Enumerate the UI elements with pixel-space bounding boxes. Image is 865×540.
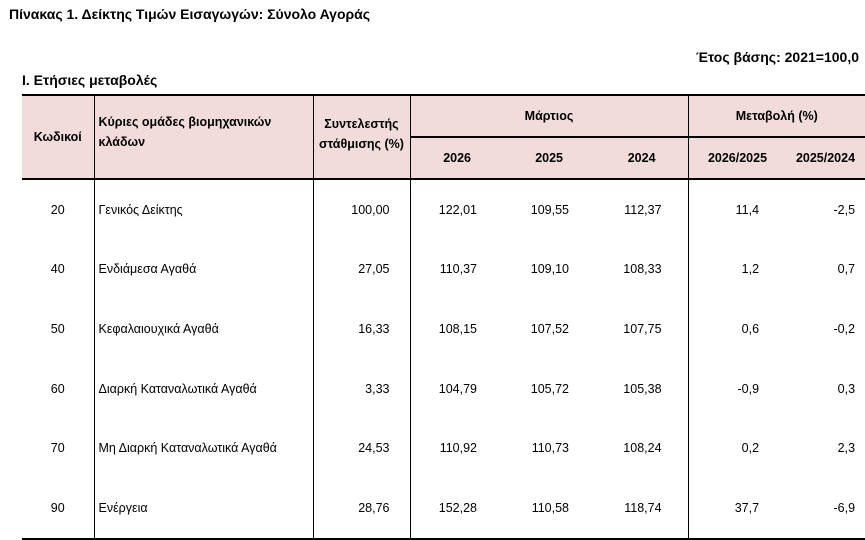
header-weight: Συντελεστής στάθμισης (%) bbox=[313, 95, 410, 179]
row-change-2026-2025: 37,7 bbox=[688, 478, 777, 539]
row-value-2025: 105,72 bbox=[530, 381, 569, 396]
row-change-2026-2025: 11,4 bbox=[735, 202, 760, 217]
row-value-2025: 107,52 bbox=[530, 321, 569, 336]
header-change: Μεταβολή (%) bbox=[688, 95, 865, 137]
header-code: Κωδικοί bbox=[22, 95, 94, 179]
row-weight: 3,33 bbox=[313, 359, 410, 419]
row-change-2025-2024: -6,9 bbox=[777, 478, 865, 539]
row-change-2026-2025: 1,2 bbox=[741, 262, 760, 277]
row-value-2025: 109,55 bbox=[530, 202, 569, 217]
table-row bbox=[22, 240, 865, 300]
row-code: 60 bbox=[22, 359, 94, 419]
row-change-2026-2025: -0,9 bbox=[737, 381, 760, 396]
row-value-2026: 122,01 bbox=[438, 202, 477, 217]
table-row bbox=[22, 179, 865, 240]
row-change-2026-2025: 0,2 bbox=[741, 441, 760, 456]
row-value-2026: 108,15 bbox=[438, 321, 477, 336]
row-weight: 16,33 bbox=[313, 299, 410, 359]
table-row bbox=[22, 418, 865, 478]
row-value-2026: 110,37 bbox=[439, 262, 477, 277]
header-year-2025: 2025 bbox=[503, 137, 595, 179]
row-value-2024: 108,33 bbox=[595, 240, 688, 300]
row-value-2024: 118,74 bbox=[595, 478, 688, 539]
row-value-2024: 112,37 bbox=[595, 179, 688, 240]
row-value-2024: 107,75 bbox=[595, 299, 688, 359]
table-title: Πίνακας 1. Δείκτης Τιμών Εισαγωγών: Σύνολο Αγοράς bbox=[9, 6, 371, 22]
row-group: Γενικός Δείκτης bbox=[94, 179, 313, 240]
row-change-2025-2024: -2,5 bbox=[833, 202, 856, 217]
row-weight: 24,53 bbox=[313, 418, 410, 478]
row-value-2025: 110,58 bbox=[503, 478, 595, 539]
base-year-label: Έτος βάσης: 2021=100,0 bbox=[696, 49, 859, 65]
row-group: Κεφαλαιουχικά Αγαθά bbox=[94, 299, 313, 359]
row-code: 20 bbox=[22, 179, 94, 240]
row-group: Ενέργεια bbox=[94, 478, 313, 539]
row-change-2025-2024: 0,7 bbox=[837, 262, 856, 277]
row-code: 40 bbox=[22, 240, 94, 300]
table-row bbox=[22, 478, 865, 539]
row-weight: 28,76 bbox=[313, 478, 410, 539]
table-body bbox=[22, 179, 865, 539]
row-change-2025-2024: 0,3 bbox=[837, 381, 856, 396]
row-code: 70 bbox=[22, 418, 94, 478]
table-row bbox=[22, 359, 865, 419]
row-weight: 100,00 bbox=[313, 179, 410, 240]
header-change-2026-2025: 2026/2025 bbox=[688, 137, 777, 179]
row-value-2026: 110,92 bbox=[439, 441, 477, 456]
row-change-2026-2025: 0,6 bbox=[741, 321, 760, 336]
row-change-2025-2024: 2,3 bbox=[837, 441, 856, 456]
row-value-2024: 108,24 bbox=[595, 418, 688, 478]
row-value-2026: 152,28 bbox=[410, 478, 503, 539]
header-year-2026: 2026 bbox=[410, 137, 503, 179]
row-group: Μη Διαρκή Καταναλωτικά Αγαθά bbox=[94, 418, 313, 478]
row-code: 50 bbox=[22, 299, 94, 359]
table-row bbox=[22, 299, 865, 359]
table-header bbox=[22, 95, 865, 179]
header-change-2025-2024: 2025/2024 bbox=[777, 137, 865, 179]
row-code: 90 bbox=[22, 478, 94, 539]
row-value-2025: 109,10 bbox=[530, 262, 569, 277]
row-value-2025: 110,73 bbox=[531, 441, 569, 456]
row-group: Διαρκή Καταναλωτικά Αγαθά bbox=[94, 359, 313, 419]
row-value-2024: 105,38 bbox=[595, 359, 688, 419]
row-value-2026: 104,79 bbox=[438, 381, 477, 396]
row-change-2025-2024: -0,2 bbox=[833, 321, 856, 336]
row-weight: 27,05 bbox=[313, 240, 410, 300]
header-month: Μάρτιος bbox=[410, 95, 688, 137]
section-heading: I. Ετήσιες μεταβολές bbox=[22, 72, 158, 88]
header-year-2024: 2024 bbox=[595, 137, 688, 179]
header-group: Κύριες ομάδες βιομηχανικών κλάδων bbox=[94, 95, 313, 179]
price-index-table bbox=[22, 94, 865, 540]
row-group: Ενδιάμεσα Αγαθά bbox=[94, 240, 313, 300]
